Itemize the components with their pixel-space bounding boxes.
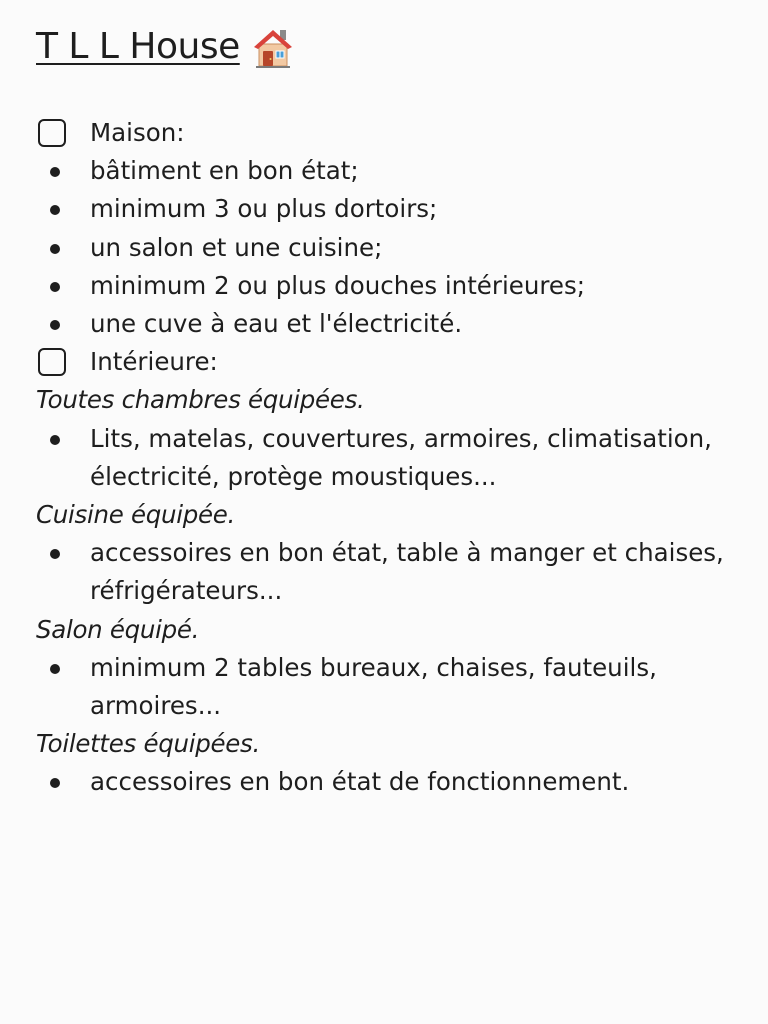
note-title-row: [36, 22, 748, 72]
checklist-label-interieure: Intérieure:: [90, 347, 218, 377]
subheading-toilettes: Toilettes équipées.: [36, 729, 260, 759]
subheading-salon: Salon équipé.: [36, 614, 200, 644]
list-item: accessoires en bon état de fonctionnement.: [36, 763, 748, 801]
note-content: [36, 22, 748, 802]
checklist-item-interieure[interactable]: [36, 343, 748, 381]
house-emoji-icon: [250, 24, 296, 70]
list-item: Lits, matelas, couvertures, armoires, climatisation, électricité, protège moustiques...: [36, 420, 748, 496]
list-item: accessoires en bon état, table à manger et chaises, réfrigérateurs...: [36, 534, 748, 610]
checkbox-maison[interactable]: [38, 119, 66, 147]
subheading-chambres: Toutes chambres équipées.: [36, 385, 365, 415]
checkbox-interieure[interactable]: [38, 348, 66, 376]
list-item: minimum 3 ou plus dortoirs;: [36, 190, 748, 228]
chambres-bullet-list: [36, 420, 748, 496]
maison-bullet-list: [36, 152, 748, 343]
checklist-item-maison[interactable]: [36, 114, 748, 152]
subheading-cuisine: Cuisine équipée.: [36, 500, 236, 529]
list-item: une cuve à eau et l'électricité.: [36, 305, 748, 343]
list-item: minimum 2 ou plus douches intérieures;: [36, 267, 748, 305]
list-item: un salon et une cuisine;: [36, 229, 748, 267]
toilettes-bullet-list: [36, 763, 748, 801]
checklist-label-maison: Maison:: [90, 118, 185, 147]
note-title: T L L House: [36, 26, 240, 67]
cuisine-bullet-list: [36, 534, 748, 610]
note-body: [36, 114, 748, 802]
list-item: bâtiment en bon état;: [36, 152, 748, 190]
list-item: minimum 2 tables bureaux, chaises, fauteuils, armoires...: [36, 649, 748, 725]
salon-bullet-list: [36, 649, 748, 725]
